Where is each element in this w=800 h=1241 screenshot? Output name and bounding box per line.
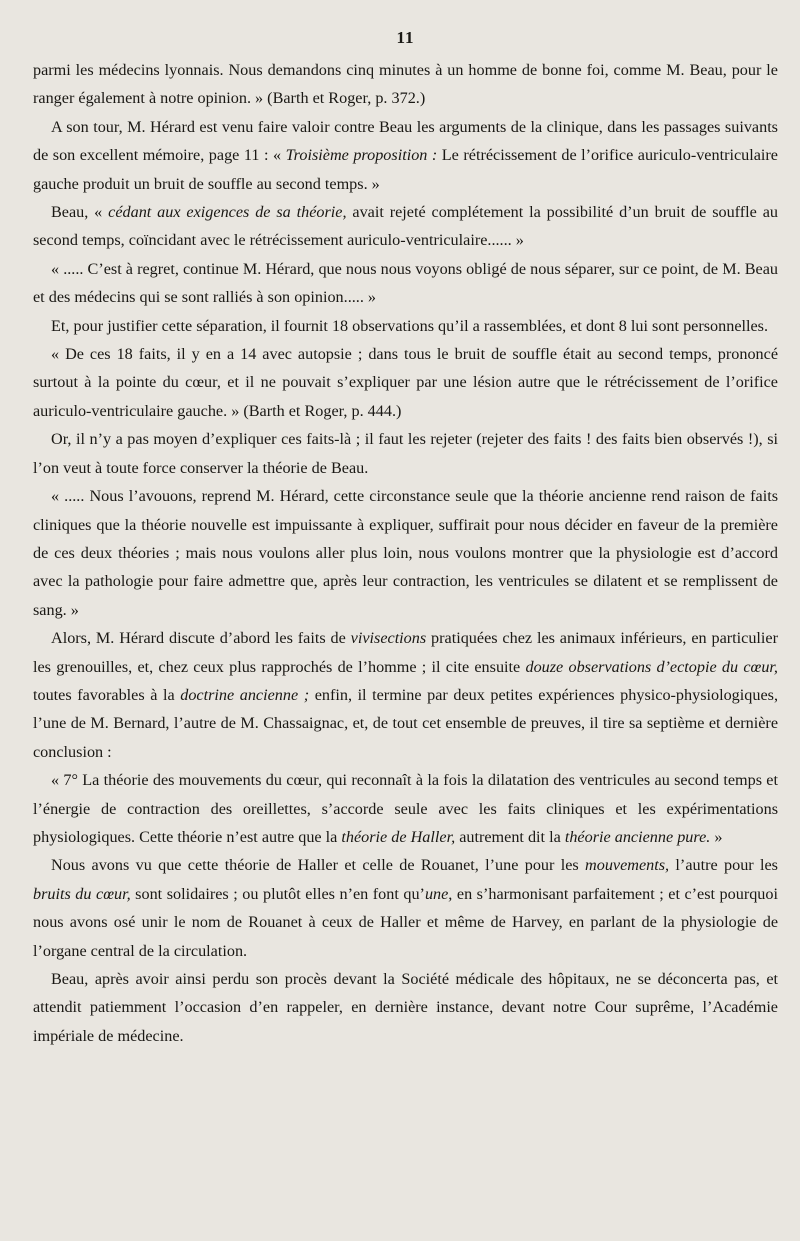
paragraph: parmi les médecins lyonnais. Nous demandons cinq minutes à un homme de bonne foi, comme M. Beau, pour le ranger également à notre opinion. » (Barth et Roger, p. 372.)	[33, 61, 778, 108]
italic-text: Troisième proposition :	[285, 146, 438, 165]
paragraph: Or, il n’y a pas moyen d’expliquer ces faits-là ; il faut les rejeter (rejeter des faits ! des faits bien observés !), si l’on veut à toute force conserver la théorie de Beau.	[33, 430, 778, 477]
paragraph: « ..... Nous l’avouons, reprend M. Hérard, cette circonstance seule que la théorie ancienne rend raison de faits cliniques que la théorie nouvelle est impuissante à expliquer, suffirait pour nous décider en faveur de la première de ces deux théories ; mais nous voulons aller plus loin, nous voulons montrer que la physiologie est d’accord avec la pathologie pour faire admettre que, après leur contraction, les ventricules se dilatent et se remplissent de sang. »	[33, 487, 778, 619]
italic-text: vivisections	[350, 629, 427, 648]
italic-text: mouvements,	[585, 856, 670, 875]
text-run: enfin, il termine par deux petites expériences physico-physiologiques, l’une de M. Bernard, l’autre de M. Chassaignac, et, de tout cet ensemble de preuves, il tire sa septième et dernière conclusion :	[33, 685, 778, 761]
paragraph	[33, 113, 778, 198]
italic-text: théorie de Haller,	[341, 827, 456, 846]
text-run: avait rejeté complétement la possibilité d’un bruit de souffle au second temps, coïncidant avec le rétrécissement auriculo-ventriculaire...... »	[33, 203, 779, 250]
text-run: Alors, M. Hérard discute d’abord les faits de	[51, 629, 351, 648]
text-run: autrement dit la	[455, 827, 565, 846]
italic-text: cédant aux exigences de sa théorie,	[108, 203, 347, 222]
paragraph: Beau, après avoir ainsi perdu son procès devant la Société médicale des hôpitaux, ne se déconcerta pas, et attendit patiemment l’occasion d’en rappeler, en dernière instance, devant notre Cour suprême, l’Académie impériale de médecine.	[33, 970, 778, 1045]
italic-text: théorie ancienne pure.	[564, 827, 711, 846]
body-text	[33, 56, 778, 1050]
text-run: A son tour, M. Hérard est venu faire valoir contre Beau les arguments de la clinique, dans les passages suivants de son excellent mémoire, page 11 : «	[33, 117, 778, 165]
paragraph: « ..... C’est à regret, continue M. Hérard, que nous nous voyons obligé de nous séparer, sur ce point, de M. Beau et des médecins qui se sont ralliés à son opinion..... »	[33, 259, 778, 307]
text-run: »	[710, 827, 723, 846]
text-run: « 7° La théorie des mouvements du cœur, qui reconnaît à la fois la dilatation des ventricules au second temps et l’énergie de contraction des oreillettes, s’accorde seule avec les faits cliniques et les expérimentations physiologiques. Cette théorie n’est autre que la	[33, 771, 778, 846]
paragraph	[33, 766, 778, 851]
italic-text: bruits du cœur,	[33, 884, 131, 903]
text-run: Le rétrécissement de l’orifice auriculo-ventriculaire gauche produit un bruit de souffle au second temps. »	[33, 146, 778, 193]
paragraph: Et, pour justifier cette séparation, il fournit 18 observations qu’il a rassemblées, et dont 8 lui sont personnelles.	[51, 316, 769, 335]
italic-text: une,	[424, 884, 453, 903]
italic-text: doctrine ancienne ;	[180, 685, 310, 704]
paragraph: « De ces 18 faits, il y en a 14 avec autopsie ; dans tous le bruit de souffle était au second temps, prononcé surtout à la pointe du cœur, et il ne pouvait s’expliquer par une lésion autre que le rétrécissement de l’orifice auriculo-ventriculaire gauche. » (Barth et Roger, p. 444.)	[33, 345, 778, 420]
text-run: pratiquées chez les animaux inférieurs, en particulier les grenouilles, et, chez ceux plus rapprochés de l’homme ; il cite ensuite	[33, 629, 778, 676]
text-run: Nous avons vu que cette théorie de Haller et celle de Rouanet, l’une pour les	[51, 856, 586, 875]
page-number: 11	[396, 28, 415, 47]
paragraph	[33, 198, 778, 255]
text-run: toutes favorables à la	[33, 685, 181, 704]
text-run: en s’harmonisant parfaitement ; et c’est pourquoi nous avons osé unir le nom de Rouanet à ceux de Haller et même de Harvey, en parlant de la physiologie de l’organe central de la circulation.	[33, 884, 778, 960]
paragraph	[33, 624, 778, 766]
paragraph	[33, 851, 778, 965]
italic-text: douze observations d’ectopie du cœur,	[525, 657, 778, 676]
text-run: l’autre pour les	[669, 856, 778, 875]
text-run: Beau, «	[51, 203, 109, 222]
text-run: sont solidaires ; ou plutôt elles n’en font qu’	[130, 884, 425, 903]
